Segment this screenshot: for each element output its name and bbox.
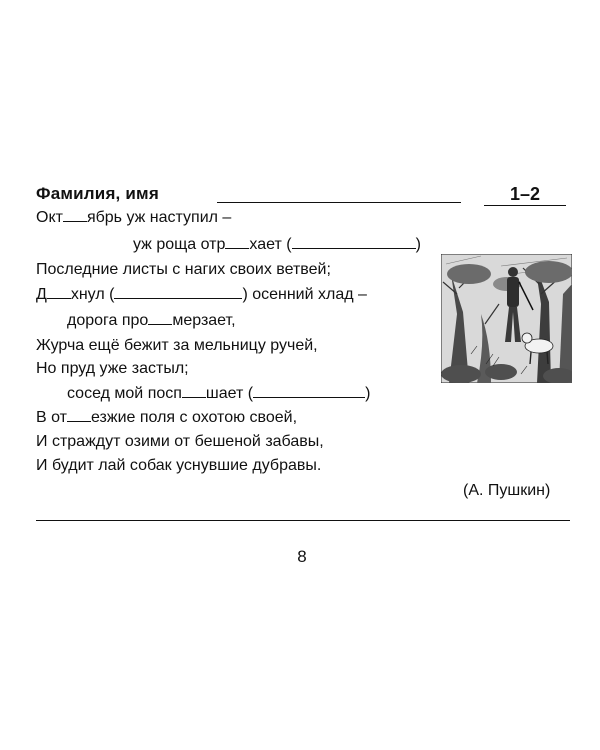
- blank-field: [148, 311, 172, 325]
- text: хает (: [249, 236, 292, 253]
- text: хнул (: [70, 286, 115, 303]
- page-number: 8: [297, 547, 307, 566]
- text: ябрь уж наступил –: [86, 209, 232, 226]
- poem-line-2: [133, 235, 421, 255]
- grade-label: 1–2: [484, 184, 566, 206]
- blank-field: [225, 235, 249, 249]
- poem-line-4: [36, 285, 367, 305]
- text: дорога про: [67, 312, 149, 329]
- text: шает (: [205, 385, 254, 402]
- text: Окт: [36, 209, 63, 226]
- text: сосед мой посп: [67, 385, 182, 402]
- answer-blank: [253, 384, 365, 398]
- poem-line-8: [67, 384, 370, 404]
- poem-line-7: Но пруд уже застыл;: [36, 360, 189, 377]
- poem-line-6: Журча ещё бежит за мельницу ручей,: [36, 337, 318, 354]
- bottom-rule: [36, 520, 570, 521]
- text: уж роща отр: [133, 236, 226, 253]
- blank-field: [47, 285, 71, 299]
- blank-field: [67, 408, 91, 422]
- text: езжие поля с охотою своей,: [91, 409, 298, 426]
- text: ): [415, 236, 421, 253]
- blank-field: [182, 384, 206, 398]
- poem-line-9: [36, 408, 297, 428]
- poem-author: (А. Пушкин): [463, 482, 551, 499]
- hunter-with-dog-illustration: [441, 254, 572, 383]
- text: ): [365, 385, 371, 402]
- poem-line-1: [36, 208, 231, 228]
- text: ) осенний хлад –: [242, 286, 367, 303]
- poem-line-10: И страждут озими от бешеной забавы,: [36, 433, 324, 450]
- text: Д: [36, 286, 47, 303]
- poem-line-5: [67, 311, 236, 331]
- name-line: [217, 202, 461, 203]
- name-label: Фамилия, имя: [36, 184, 159, 203]
- text: В от: [36, 409, 67, 426]
- text: мерзает,: [172, 312, 236, 329]
- answer-blank: [292, 235, 416, 249]
- poem-line-11: И будит лай собак уснувшие дубравы.: [36, 457, 322, 474]
- poem-line-3: Последние листы с нагих своих ветвей;: [36, 261, 331, 278]
- blank-field: [63, 208, 87, 222]
- answer-blank: [114, 285, 242, 299]
